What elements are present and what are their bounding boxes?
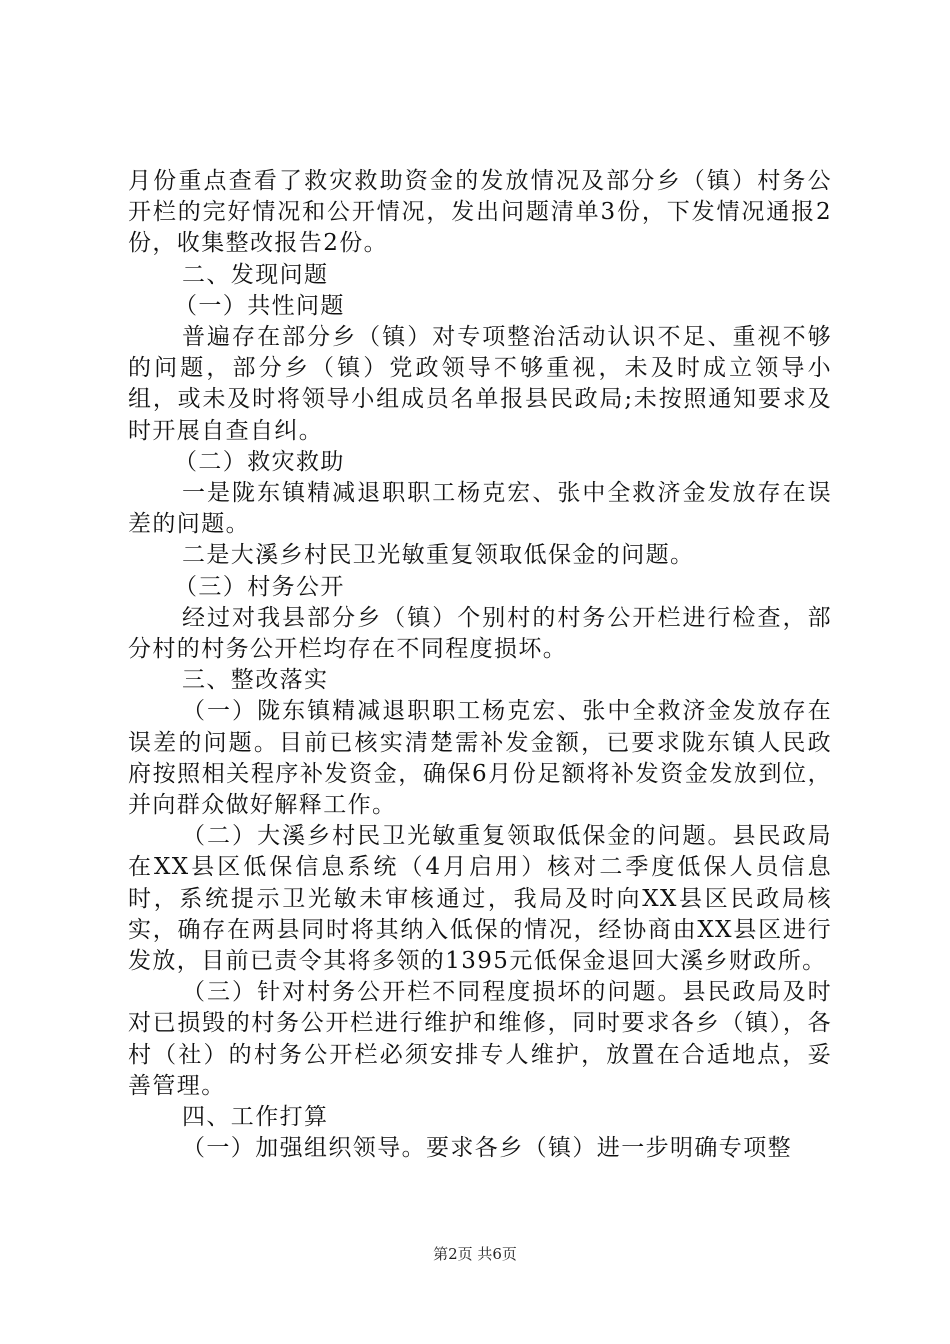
paragraph-issue-1: 一是陇东镇精减退职职工杨克宏、张中全救济金发放存在误差的问题。	[128, 480, 832, 538]
page-number-footer: 第2页 共6页	[433, 1245, 517, 1263]
paragraph-rectify-1: （一）陇东镇精减退职职工杨克宏、张中全救济金发放存在误差的问题。目前已核实清楚需补发金额，已要求陇东镇人民政府按照相关程序补发资金，确保6月份足额将补发资金发放到位，并向群众做好解释工作。	[128, 698, 832, 819]
paragraph-plan-1: （一）加强组织领导。要求各乡（镇）进一步明确专项整	[182, 1135, 792, 1162]
paragraph-rectify-2: （二）大溪乡村民卫光敏重复领取低保金的问题。县民政局在XX县区低保信息系统（4月启用）核对二季度低保人员信息时，系统提示卫光敏未审核通过，我局及时向XX县区民政局核实，确存在两县同时将其纳入低保的情况，经协商由XX县区进行发放，目前已责令其将多领的1395元低保金退回大溪乡财政所。	[128, 823, 832, 975]
section-heading-3: 三、整改落实	[182, 667, 329, 694]
paragraph-village-affairs: 经过对我县部分乡（镇）个别村的村务公开栏进行检查，部分村的村务公开栏均存在不同程度损坏。	[128, 604, 832, 663]
paragraph-common-issues: 普遍存在部分乡（镇）对专项整治活动认识不足、重视不够的问题，部分乡（镇）党政领导不够重视，未及时成立领导小组，或未及时将领导小组成员名单报县民政局;未按照通知要求及时开展自查自纠。	[128, 324, 832, 444]
paragraph-issue-2: 二是大溪乡村民卫光敏重复领取低保金的问题。	[182, 542, 695, 569]
paragraph-rectify-3: （三）针对村务公开栏不同程度损坏的问题。县民政局及时对已损毁的村务公开栏进行维护和维修，同时要求各乡（镇），各村（社）的村务公开栏必须安排专人维护，放置在合适地点，妥善管理。	[128, 979, 832, 1099]
subheading-2-1: （一）共性问题	[174, 292, 345, 319]
section-heading-2: 二、发现问题	[182, 261, 329, 288]
subheading-2-2: （二）救灾救助	[174, 448, 345, 475]
subheading-2-3: （三）村务公开	[174, 573, 345, 600]
paragraph-1: 月份重点查看了救灾救助资金的发放情况及部分乡（镇）村务公开栏的完好情况和公开情况，发出问题清单3份，下发情况通报2份，收集整改报告2份。	[128, 168, 832, 257]
section-heading-4: 四、工作打算	[182, 1104, 329, 1131]
document-body	[128, 166, 832, 1165]
